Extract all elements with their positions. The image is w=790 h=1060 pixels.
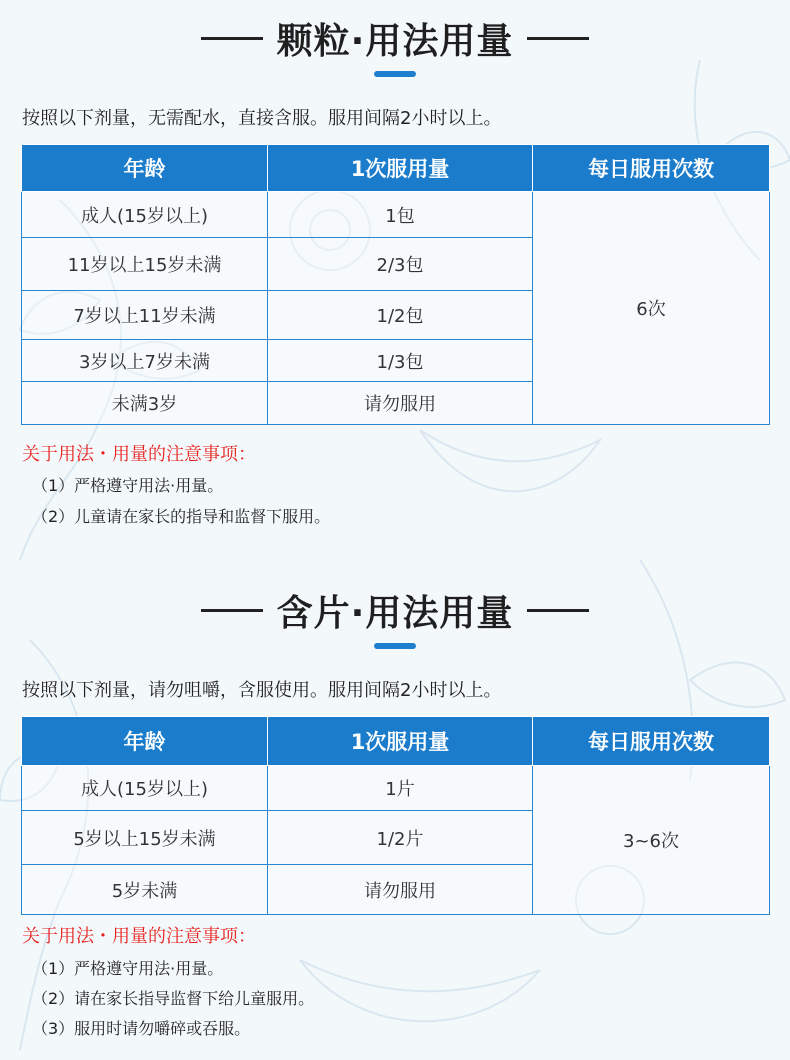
daily-times-cell: 3~6次 bbox=[533, 766, 770, 915]
header-age: 年龄 bbox=[22, 717, 268, 766]
notes-title: 关于用法・用量的注意事项： bbox=[22, 926, 256, 947]
note-item: （1）严格遵守用法·用量。 bbox=[32, 959, 224, 978]
note-item: （3）服用时请勿嚼碎或吞服。 bbox=[32, 1019, 251, 1038]
dosage-intro: 按照以下剂量，请勿咀嚼，含服使用。服用间隔2小时以上。 bbox=[22, 680, 502, 701]
title-left-line bbox=[201, 37, 263, 40]
dose-cell-warning: 请勿服用 bbox=[268, 865, 533, 915]
age-cell: 5岁未满 bbox=[22, 865, 268, 915]
title-underline-bar bbox=[374, 643, 416, 649]
age-cell: 未满3岁 bbox=[22, 382, 268, 425]
header-single-dose: 1次服用量 bbox=[268, 145, 533, 192]
dose-cell: 1片 bbox=[268, 766, 533, 811]
section-title: 颗粒·用法用量 bbox=[276, 20, 514, 62]
dose-cell: 1包 bbox=[268, 192, 533, 238]
section-title-row bbox=[0, 12, 790, 64]
notes-title: 关于用法・用量的注意事项： bbox=[22, 444, 256, 465]
table-header-row bbox=[22, 145, 770, 192]
table-header-row bbox=[22, 717, 770, 766]
daily-times-cell: 6次 bbox=[533, 192, 770, 425]
section-title: 含片·用法用量 bbox=[276, 592, 514, 634]
header-age: 年龄 bbox=[22, 145, 268, 192]
dose-cell: 1/3包 bbox=[268, 340, 533, 382]
age-cell: 7岁以上11岁未满 bbox=[22, 291, 268, 340]
age-cell: 11岁以上15岁未满 bbox=[22, 238, 268, 291]
age-cell: 3岁以上7岁未满 bbox=[22, 340, 268, 382]
note-item: （2）请在家长指导监督下给儿童服用。 bbox=[32, 989, 315, 1008]
title-right-line bbox=[527, 37, 589, 40]
dose-cell: 1/2包 bbox=[268, 291, 533, 340]
title-left-line bbox=[201, 609, 263, 612]
dose-cell-warning: 请勿服用 bbox=[268, 382, 533, 425]
table-row bbox=[22, 766, 770, 811]
title-underline-bar bbox=[374, 71, 416, 77]
age-cell: 成人(15岁以上) bbox=[22, 192, 268, 238]
age-cell: 成人(15岁以上) bbox=[22, 766, 268, 811]
dosage-table bbox=[21, 144, 770, 425]
note-item: （1）严格遵守用法·用量。 bbox=[32, 476, 224, 495]
dose-cell: 1/2片 bbox=[268, 811, 533, 865]
note-item: （2）儿童请在家长的指导和监督下服用。 bbox=[32, 507, 331, 526]
section-title-row bbox=[0, 584, 790, 636]
header-daily-times: 每日服用次数 bbox=[533, 717, 770, 766]
title-right-line bbox=[527, 609, 589, 612]
dosage-intro: 按照以下剂量，无需配水，直接含服。服用间隔2小时以上。 bbox=[22, 108, 502, 129]
table-row bbox=[22, 192, 770, 238]
age-cell: 5岁以上15岁未满 bbox=[22, 811, 268, 865]
header-daily-times: 每日服用次数 bbox=[533, 145, 770, 192]
dosage-table bbox=[21, 716, 770, 915]
header-single-dose: 1次服用量 bbox=[268, 717, 533, 766]
dose-cell: 2/3包 bbox=[268, 238, 533, 291]
